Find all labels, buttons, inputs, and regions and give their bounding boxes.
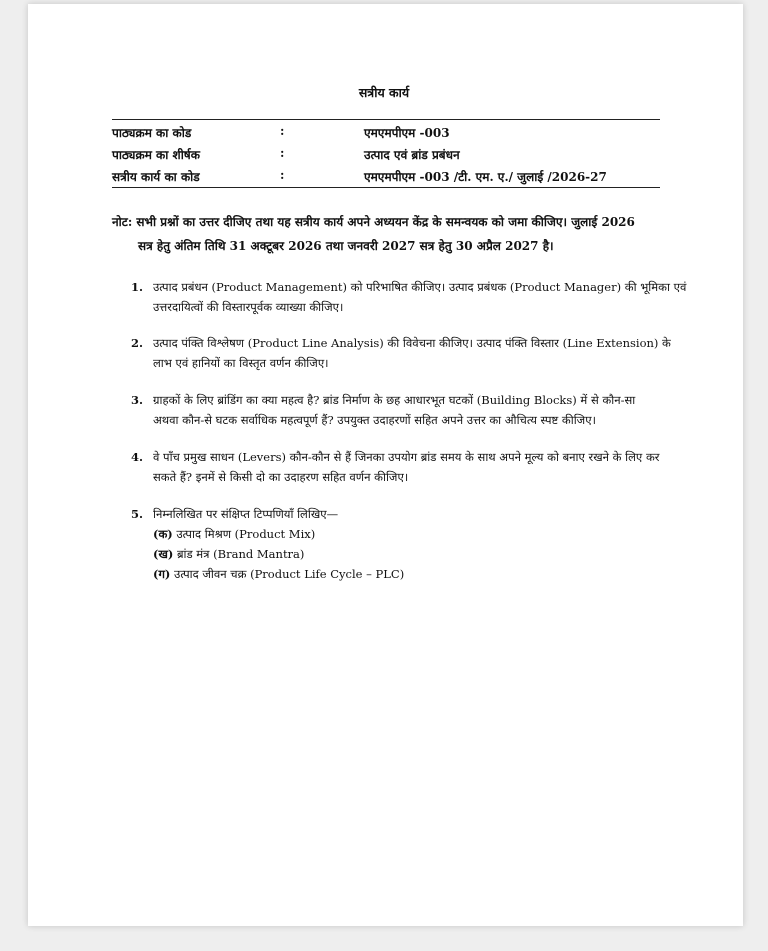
note-line-1: नोट: सभी प्रश्नों का उत्तर दीजिए तथा यह सत्रीय कार्य अपने अध्ययन केंद्र के समन्वयक को जमा कीजिए। जुलाई 2026 [112, 215, 635, 229]
info-label: सत्रीय कार्य का कोड [112, 170, 200, 184]
info-colon: : [280, 146, 285, 160]
info-colon: : [280, 124, 285, 138]
question-text-line: निम्नलिखित पर संक्षिप्त टिप्पणियाँ लिखिए— [153, 507, 339, 521]
question-text-line: अथवा कौन-से घटक सर्वाधिक महत्वपूर्ण हैं? उपयुक्त उदाहरणों सहित अपने उत्तर का औचित्य स्पष्ट कीजिए। [153, 413, 596, 427]
question-text-line: उत्तरदायित्वों की विस्तारपूर्वक व्याख्या कीजिए। [153, 300, 344, 314]
instructions-note [112, 210, 672, 258]
question-number: 4. [131, 450, 144, 464]
sub-item-text: उत्पाद जीवन चक्र (Product Life Cycle – PLC) [174, 567, 405, 581]
sub-item-kha [153, 544, 673, 564]
info-label: पाठ्यक्रम का कोड [112, 126, 192, 140]
table-top-rule [112, 119, 660, 120]
question-text-line: उत्पाद प्रबंधन (Product Management) को परिभाषित कीजिए। उत्पाद प्रबंधक (Product Manager) की भूमिका एवं [153, 280, 687, 294]
sub-item-ga [153, 564, 673, 584]
question-text-line: उत्पाद पंक्ति विश्लेषण (Product Line Analysis) की विवेचना कीजिए। उत्पाद पंक्ति विस्तार (Line Extension) के [153, 336, 671, 350]
question-number: 1. [131, 280, 144, 294]
sub-item-text: उत्पाद मिश्रण (Product Mix) [176, 527, 316, 541]
question-text-line: सकते हैं? इनमें से किसी दो का उदाहरण सहित वर्णन कीजिए। [153, 470, 409, 484]
info-colon: : [280, 168, 285, 182]
info-value: एमएमपीएम -003 [364, 126, 450, 140]
note-line-2: सत्र हेतु अंतिम तिथि 31 अक्टूबर 2026 तथा जनवरी 2027 सत्र हेतु 30 अप्रैल 2027 है। [138, 239, 554, 253]
info-label: पाठ्यक्रम का शीर्षक [112, 148, 200, 162]
question-text-line: वे पाँच प्रमुख साधन (Levers) कौन-कौन से हैं जिनका उपयोग ब्रांड समय के साथ अपने मूल्य को बनाए रखने के लिए कर [153, 450, 660, 464]
info-value: उत्पाद एवं ब्रांड प्रबंधन [364, 148, 460, 162]
question-number: 3. [131, 393, 144, 407]
table-bottom-rule [112, 187, 660, 188]
document-title: सत्रीय कार्य [358, 85, 410, 100]
question-number: 5. [131, 507, 144, 521]
question-number: 2. [131, 336, 144, 350]
info-value: एमएमपीएम -003 /टी. एम. ए./ जुलाई /2026-27 [364, 170, 607, 184]
sub-item-ka [153, 524, 673, 544]
question-text-line: लाभ एवं हानियों का विस्तृत वर्णन कीजिए। [153, 356, 329, 370]
question-text-line: ग्राहकों के लिए ब्रांडिंग का क्या महत्व है? ब्रांड निर्माण के छह आधारभूत घटकों (Building Blocks) में से कौन-सा [153, 393, 636, 407]
sub-item-text: ब्रांड मंत्र (Brand Mantra) [176, 547, 305, 561]
sub-item-marker: (ग) [153, 567, 171, 581]
sub-item-marker: (ख) [153, 547, 174, 561]
sub-item-marker: (क) [153, 527, 173, 541]
